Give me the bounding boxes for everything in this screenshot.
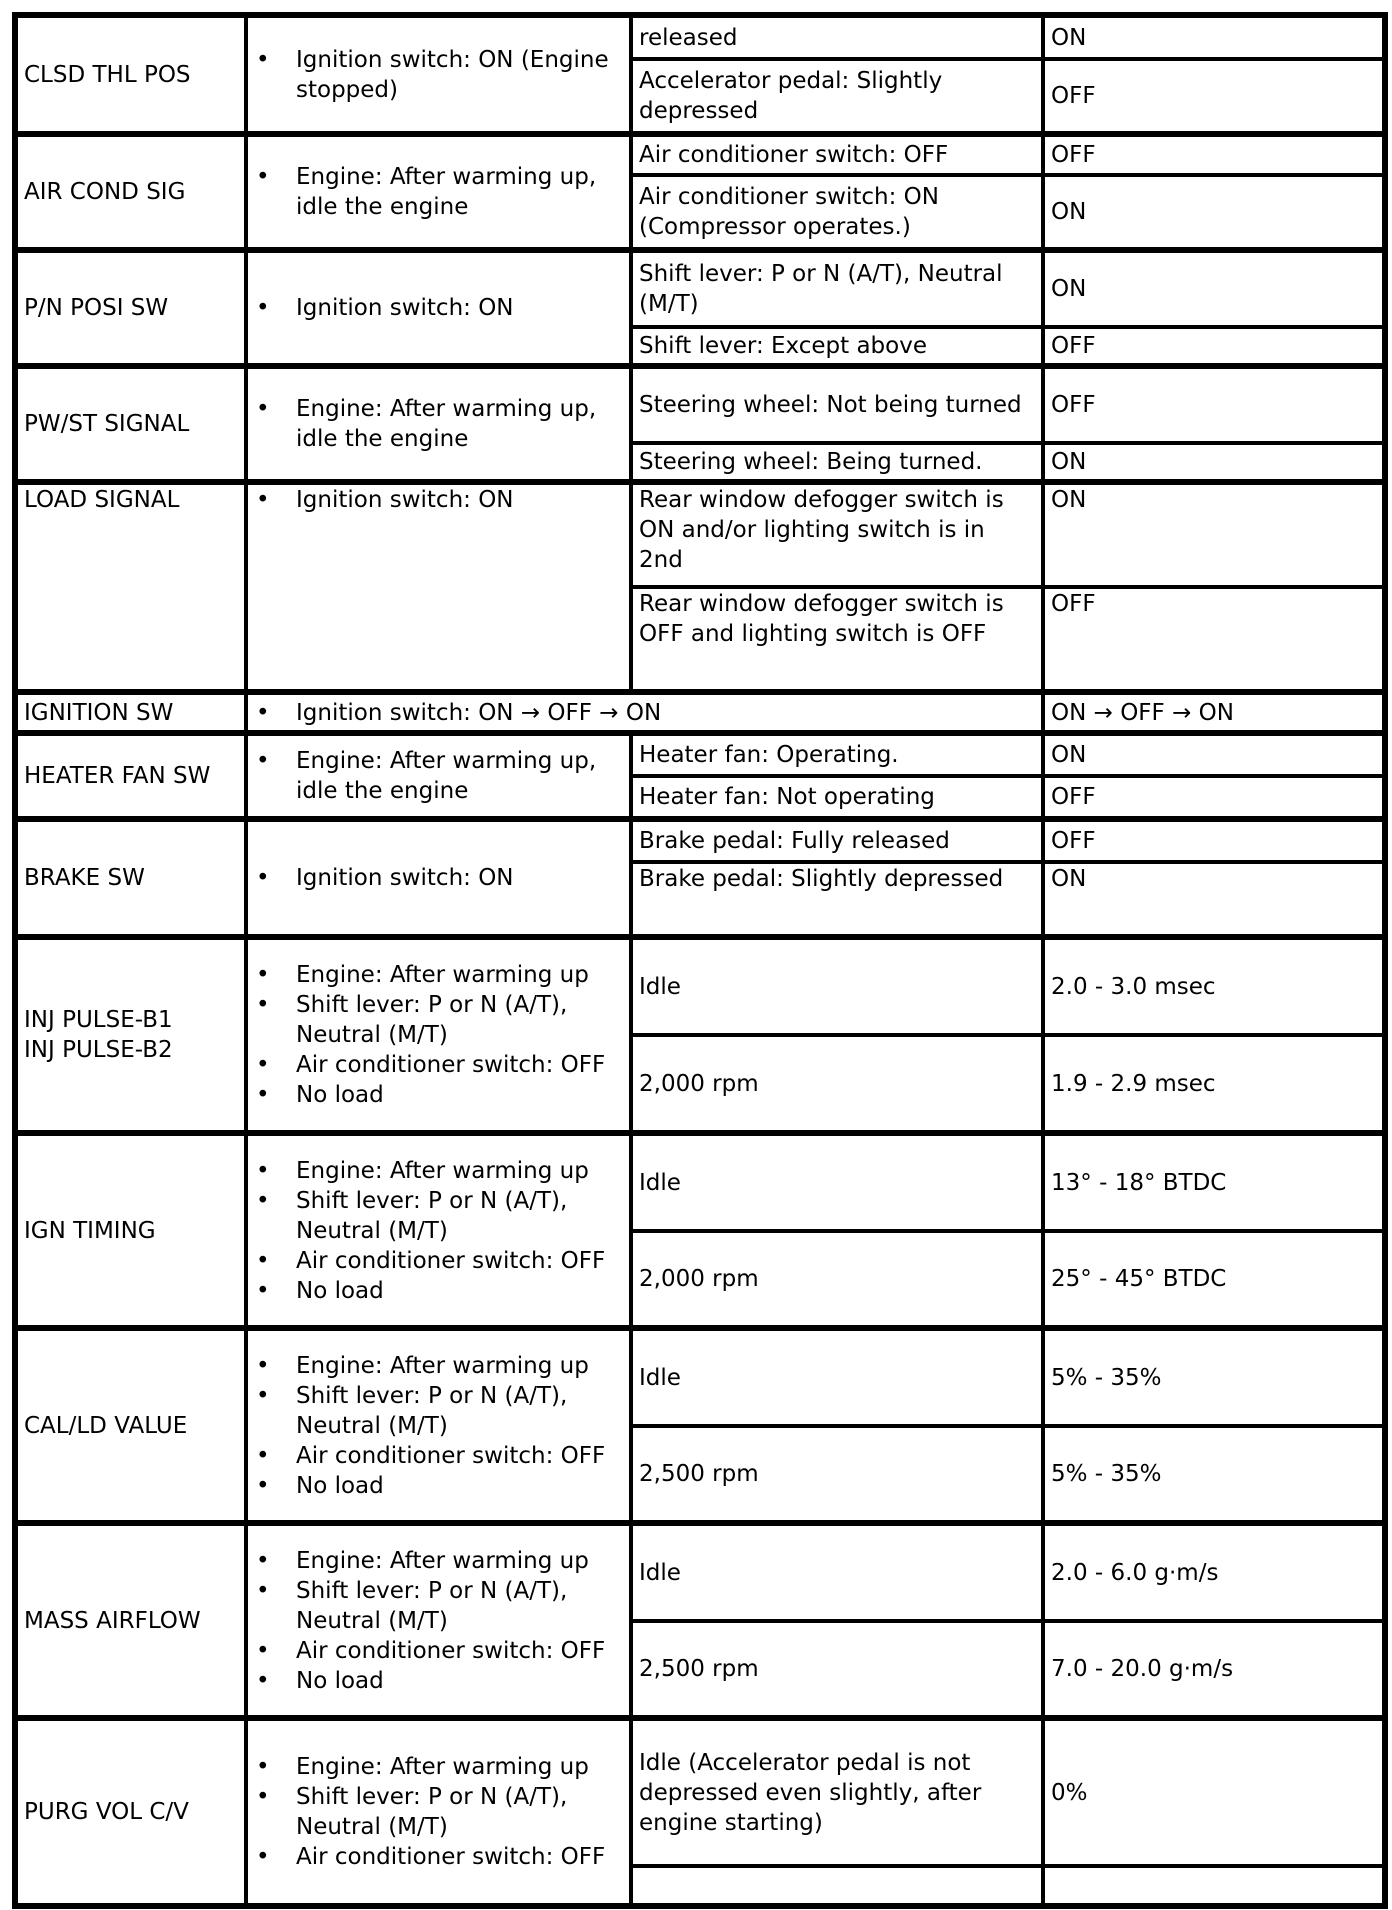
- sub-condition-cell: Steering wheel: Being turned.: [631, 443, 1043, 482]
- sub-condition-cell: Shift lever: P or N (A/T), Neutral (M/T): [631, 250, 1043, 327]
- specification-cell: 13° - 18° BTDC: [1043, 1133, 1385, 1231]
- sub-condition-cell: Accelerator pedal: Slightly depressed: [631, 59, 1043, 134]
- sub-condition-cell: Idle (Accelerator pedal is not depressed even slightly, after engine starting): [631, 1718, 1043, 1866]
- item-name: AIR COND SIG: [24, 179, 186, 205]
- sub-condition-cell: Air conditioner switch: ON (Compressor operates.): [631, 175, 1043, 250]
- table-row: [15, 250, 1385, 327]
- condition-list: [254, 162, 623, 222]
- condition-item: • Engine: After warming up: [254, 1351, 623, 1381]
- condition-list: [254, 1351, 623, 1501]
- specification-cell: ON: [1043, 733, 1385, 776]
- item-cell: [15, 250, 246, 366]
- item-name: P/N POSI SW: [24, 295, 169, 321]
- sub-condition-cell: Idle: [631, 937, 1043, 1035]
- condition-item: • Engine: After warming up, idle the engine: [254, 162, 623, 222]
- sub-condition-cell: [631, 1866, 1043, 1906]
- sub-condition-cell: Brake pedal: Fully released: [631, 819, 1043, 862]
- item-cell: [15, 1523, 246, 1718]
- condition-item: • Engine: After warming up: [254, 960, 623, 990]
- specification-cell: ON: [1043, 250, 1385, 327]
- condition-cell: [246, 692, 1043, 733]
- condition-cell: [246, 15, 631, 134]
- condition-list: [254, 698, 1035, 728]
- specification-cell: OFF: [1043, 776, 1385, 819]
- item-name: HEATER FAN SW: [24, 763, 211, 789]
- item-cell: [15, 1133, 246, 1328]
- condition-item: • No load: [254, 1276, 623, 1306]
- table-row: [15, 733, 1385, 776]
- condition-list: [254, 394, 623, 454]
- condition-item: • Air conditioner switch: OFF: [254, 1636, 623, 1666]
- condition-item: • Engine: After warming up: [254, 1156, 623, 1186]
- item-name: IGNITION SW: [24, 699, 174, 726]
- sub-condition-cell: released: [631, 15, 1043, 59]
- condition-item: • Air conditioner switch: OFF: [254, 1842, 623, 1872]
- specification-cell: ON: [1043, 443, 1385, 482]
- item-name: PURG VOL C/V: [24, 1799, 189, 1825]
- condition-item: • No load: [254, 1471, 623, 1501]
- specification-cell: ON: [1043, 482, 1385, 587]
- condition-item: • Ignition switch: ON: [254, 485, 623, 515]
- condition-item: • Ignition switch: ON: [254, 293, 623, 323]
- condition-item: • Engine: After warming up: [254, 1752, 623, 1782]
- item-cell: [15, 733, 246, 819]
- sub-condition-cell: Rear window defogger switch is OFF and lighting switch is OFF: [631, 587, 1043, 692]
- item-cell: [15, 482, 246, 692]
- specification-cell: 25° - 45° BTDC: [1043, 1231, 1385, 1328]
- specification-cell: OFF: [1043, 59, 1385, 134]
- monitor-spec-table: [12, 12, 1388, 1909]
- condition-item: • Shift lever: P or N (A/T), Neutral (M/T): [254, 1381, 623, 1441]
- item-cell: [15, 1328, 246, 1523]
- sub-condition-cell: Shift lever: Except above: [631, 327, 1043, 366]
- item-name: INJ PULSE-B1: [24, 1007, 173, 1033]
- item-name: CAL/LD VALUE: [24, 1412, 188, 1439]
- condition-item: • No load: [254, 1080, 623, 1110]
- item-cell: [15, 366, 246, 482]
- condition-cell: [246, 1718, 631, 1906]
- sub-condition-cell: Brake pedal: Slightly depressed: [631, 862, 1043, 937]
- item-name: INJ PULSE-B2: [24, 1037, 173, 1063]
- condition-item: • Air conditioner switch: OFF: [254, 1050, 623, 1080]
- item-name: IGN TIMING: [24, 1217, 156, 1244]
- specification-cell: ON: [1043, 862, 1385, 937]
- sub-condition-cell: Heater fan: Not operating: [631, 776, 1043, 819]
- condition-list: [254, 863, 623, 893]
- condition-list: [254, 293, 623, 323]
- condition-item: • Shift lever: P or N (A/T), Neutral (M/T): [254, 1576, 623, 1636]
- specification-cell: ON: [1043, 15, 1385, 59]
- condition-item: • Shift lever: P or N (A/T), Neutral (M/T): [254, 1782, 623, 1842]
- sub-condition-cell: Steering wheel: Not being turned: [631, 366, 1043, 443]
- sub-condition-cell: Idle: [631, 1133, 1043, 1231]
- specification-cell: [1043, 1866, 1385, 1906]
- condition-item: • Shift lever: P or N (A/T), Neutral (M/T): [254, 1186, 623, 1246]
- condition-item: • Engine: After warming up, idle the engine: [254, 394, 623, 454]
- condition-cell: [246, 1133, 631, 1328]
- condition-cell: [246, 819, 631, 937]
- table-row: [15, 482, 1385, 587]
- sub-condition-cell: Idle: [631, 1523, 1043, 1621]
- condition-item: • Air conditioner switch: OFF: [254, 1246, 623, 1276]
- condition-cell: [246, 937, 631, 1133]
- specification-cell: 5% - 35%: [1043, 1328, 1385, 1426]
- item-cell: [15, 15, 246, 134]
- condition-item: • Ignition switch: ON → OFF → ON: [254, 698, 1035, 728]
- item-cell: [15, 134, 246, 250]
- specification-cell: 0%: [1043, 1718, 1385, 1866]
- condition-cell: [246, 1328, 631, 1523]
- specification-cell: 1.9 - 2.9 msec: [1043, 1035, 1385, 1133]
- item-name: MASS AIRFLOW: [24, 1607, 201, 1634]
- sub-condition-cell: 2,500 rpm: [631, 1621, 1043, 1718]
- sub-condition-cell: 2,000 rpm: [631, 1231, 1043, 1328]
- condition-item: • No load: [254, 1666, 623, 1696]
- table-row: [15, 1328, 1385, 1426]
- condition-cell: [246, 733, 631, 819]
- condition-item: • Air conditioner switch: OFF: [254, 1441, 623, 1471]
- specification-cell: OFF: [1043, 587, 1385, 692]
- sub-condition-cell: Air conditioner switch: OFF: [631, 134, 1043, 175]
- condition-list: [254, 485, 623, 515]
- item-cell: [15, 819, 246, 937]
- specification-cell: ON → OFF → ON: [1043, 692, 1385, 733]
- condition-list: [254, 1752, 623, 1872]
- table-row: [15, 1718, 1385, 1866]
- condition-item: • Shift lever: P or N (A/T), Neutral (M/T): [254, 990, 623, 1050]
- specification-cell: 2.0 - 3.0 msec: [1043, 937, 1385, 1035]
- condition-list: [254, 746, 623, 806]
- condition-cell: [246, 250, 631, 366]
- item-name: PW/ST SIGNAL: [24, 411, 190, 437]
- condition-list: [254, 1156, 623, 1306]
- table-row: [15, 1523, 1385, 1621]
- condition-item: • Engine: After warming up: [254, 1546, 623, 1576]
- table-row: [15, 134, 1385, 175]
- table-row: [15, 15, 1385, 59]
- specification-cell: 5% - 35%: [1043, 1426, 1385, 1523]
- sub-condition-cell: 2,500 rpm: [631, 1426, 1043, 1523]
- table-row: [15, 937, 1385, 1035]
- item-name: LOAD SIGNAL: [24, 487, 180, 513]
- item-name: BRAKE SW: [24, 865, 145, 891]
- condition-cell: [246, 1523, 631, 1718]
- condition-cell: [246, 366, 631, 482]
- specification-cell: OFF: [1043, 819, 1385, 862]
- table-row: [15, 819, 1385, 862]
- item-cell: [15, 692, 246, 733]
- condition-item: • Ignition switch: ON (Engine stopped): [254, 45, 623, 105]
- condition-cell: [246, 134, 631, 250]
- sub-condition-cell: Rear window defogger switch is ON and/or lighting switch is in 2nd: [631, 482, 1043, 587]
- specification-cell: 7.0 - 20.0 g·m/s: [1043, 1621, 1385, 1718]
- table-row: [15, 366, 1385, 443]
- table-row: [15, 1133, 1385, 1231]
- condition-list: [254, 960, 623, 1110]
- specification-cell: OFF: [1043, 366, 1385, 443]
- sub-condition-cell: Heater fan: Operating.: [631, 733, 1043, 776]
- condition-item: • Ignition switch: ON: [254, 863, 623, 893]
- item-cell: [15, 937, 246, 1133]
- condition-cell: [246, 482, 631, 692]
- specification-cell: OFF: [1043, 134, 1385, 175]
- item-name: CLSD THL POS: [24, 61, 191, 88]
- item-cell: [15, 1718, 246, 1906]
- specification-cell: OFF: [1043, 327, 1385, 366]
- condition-list: [254, 45, 623, 105]
- specification-cell: ON: [1043, 175, 1385, 250]
- condition-list: [254, 1546, 623, 1696]
- table-row: [15, 692, 1385, 733]
- sub-condition-cell: 2,000 rpm: [631, 1035, 1043, 1133]
- condition-item: • Engine: After warming up, idle the engine: [254, 746, 623, 806]
- sub-condition-cell: Idle: [631, 1328, 1043, 1426]
- specification-cell: 2.0 - 6.0 g·m/s: [1043, 1523, 1385, 1621]
